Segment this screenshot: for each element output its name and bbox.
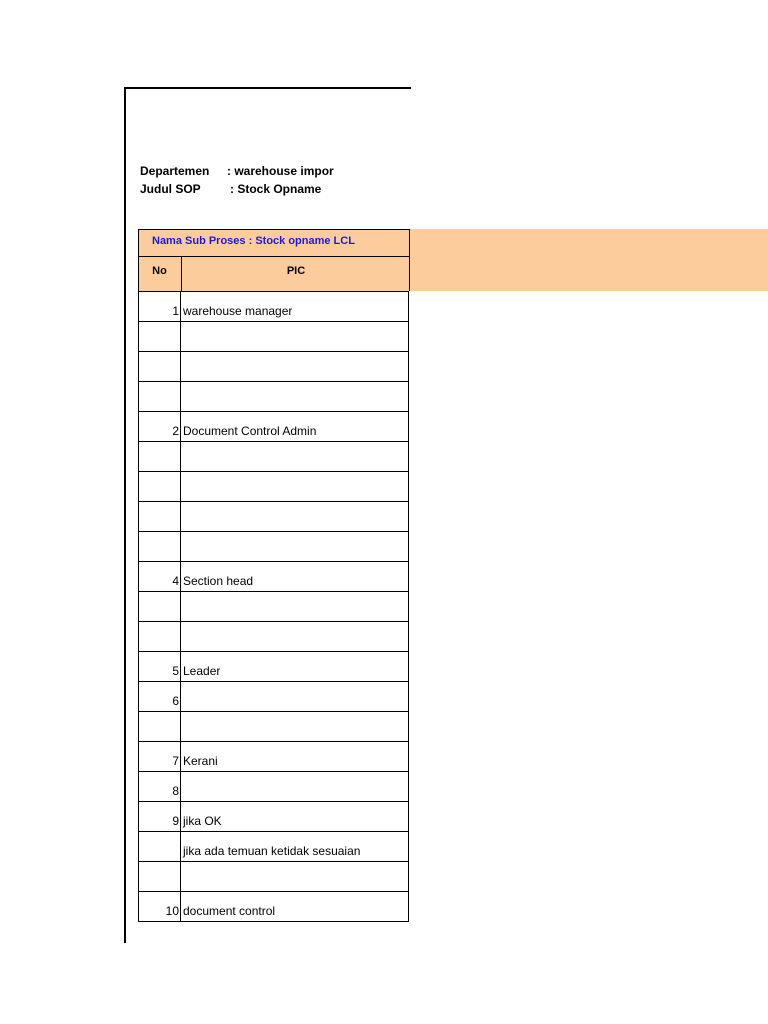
row-pic-cell: Kerani xyxy=(181,742,409,772)
table-row xyxy=(139,352,409,382)
table-row xyxy=(139,322,409,352)
table-row xyxy=(139,772,409,802)
row-pic-cell: Document Control Admin xyxy=(181,412,409,442)
judul-sop-row xyxy=(140,182,322,196)
row-pic-cell: document control xyxy=(181,892,409,922)
row-number-cell xyxy=(139,832,181,862)
row-number-cell: 6 xyxy=(139,682,181,712)
row-number-cell xyxy=(139,592,181,622)
row-pic-cell: jika ada temuan ketidak sesuaian xyxy=(181,832,409,862)
sub-process-title: Nama Sub Proses : Stock opname LCL xyxy=(152,235,355,247)
row-number-cell xyxy=(139,472,181,502)
row-number-cell: 7 xyxy=(139,742,181,772)
departemen-value: : warehouse impor xyxy=(227,164,334,178)
pic-table-body xyxy=(139,292,409,922)
table-row xyxy=(139,412,409,442)
row-number-cell: 10 xyxy=(139,892,181,922)
table-row xyxy=(139,682,409,712)
row-pic-cell: warehouse manager xyxy=(181,292,409,322)
row-pic-cell xyxy=(181,862,409,892)
row-number-cell xyxy=(139,502,181,532)
table-row xyxy=(139,592,409,622)
row-pic-cell xyxy=(181,502,409,532)
row-number-cell xyxy=(139,532,181,562)
table-row xyxy=(139,652,409,682)
frame-top-border xyxy=(124,87,411,89)
row-pic-cell xyxy=(181,622,409,652)
table-row xyxy=(139,832,409,862)
table-row xyxy=(139,862,409,892)
row-pic-cell xyxy=(181,592,409,622)
row-pic-cell xyxy=(181,382,409,412)
table-row xyxy=(139,892,409,922)
row-number-cell: 5 xyxy=(139,652,181,682)
row-pic-cell: Leader xyxy=(181,652,409,682)
row-number-cell xyxy=(139,382,181,412)
row-pic-cell: jika OK xyxy=(181,802,409,832)
departemen-label: Departemen xyxy=(140,164,210,178)
row-number-cell xyxy=(139,622,181,652)
row-number-cell: 2 xyxy=(139,412,181,442)
row-number-cell: 1 xyxy=(139,292,181,322)
column-header-no: No xyxy=(152,265,167,277)
row-pic-cell: Section head xyxy=(181,562,409,592)
table-row xyxy=(139,712,409,742)
pic-table xyxy=(138,291,409,922)
departemen-row xyxy=(140,164,334,178)
row-pic-cell xyxy=(181,532,409,562)
table-row xyxy=(139,532,409,562)
row-pic-cell xyxy=(181,322,409,352)
row-number-cell: 9 xyxy=(139,802,181,832)
frame-left-border xyxy=(124,87,126,943)
row-pic-cell xyxy=(181,442,409,472)
column-header-pic: PIC xyxy=(286,265,306,277)
row-pic-cell xyxy=(181,712,409,742)
row-pic-cell xyxy=(181,472,409,502)
row-number-cell xyxy=(139,862,181,892)
table-row xyxy=(139,472,409,502)
row-number-cell xyxy=(139,712,181,742)
row-number-cell: 4 xyxy=(139,562,181,592)
judul-sop-value: : Stock Opname xyxy=(230,182,322,196)
table-row xyxy=(139,502,409,532)
table-row xyxy=(139,802,409,832)
row-pic-cell xyxy=(181,682,409,712)
table-row xyxy=(139,442,409,472)
row-number-cell xyxy=(139,352,181,382)
table-row xyxy=(139,382,409,412)
judul-sop-label: Judul SOP xyxy=(140,182,201,196)
row-number-cell: 8 xyxy=(139,772,181,802)
row-number-cell xyxy=(139,442,181,472)
table-row xyxy=(139,562,409,592)
table-row xyxy=(139,292,409,322)
table-row xyxy=(139,742,409,772)
row-number-cell xyxy=(139,322,181,352)
table-row xyxy=(139,622,409,652)
row-pic-cell xyxy=(181,352,409,382)
row-pic-cell xyxy=(181,772,409,802)
